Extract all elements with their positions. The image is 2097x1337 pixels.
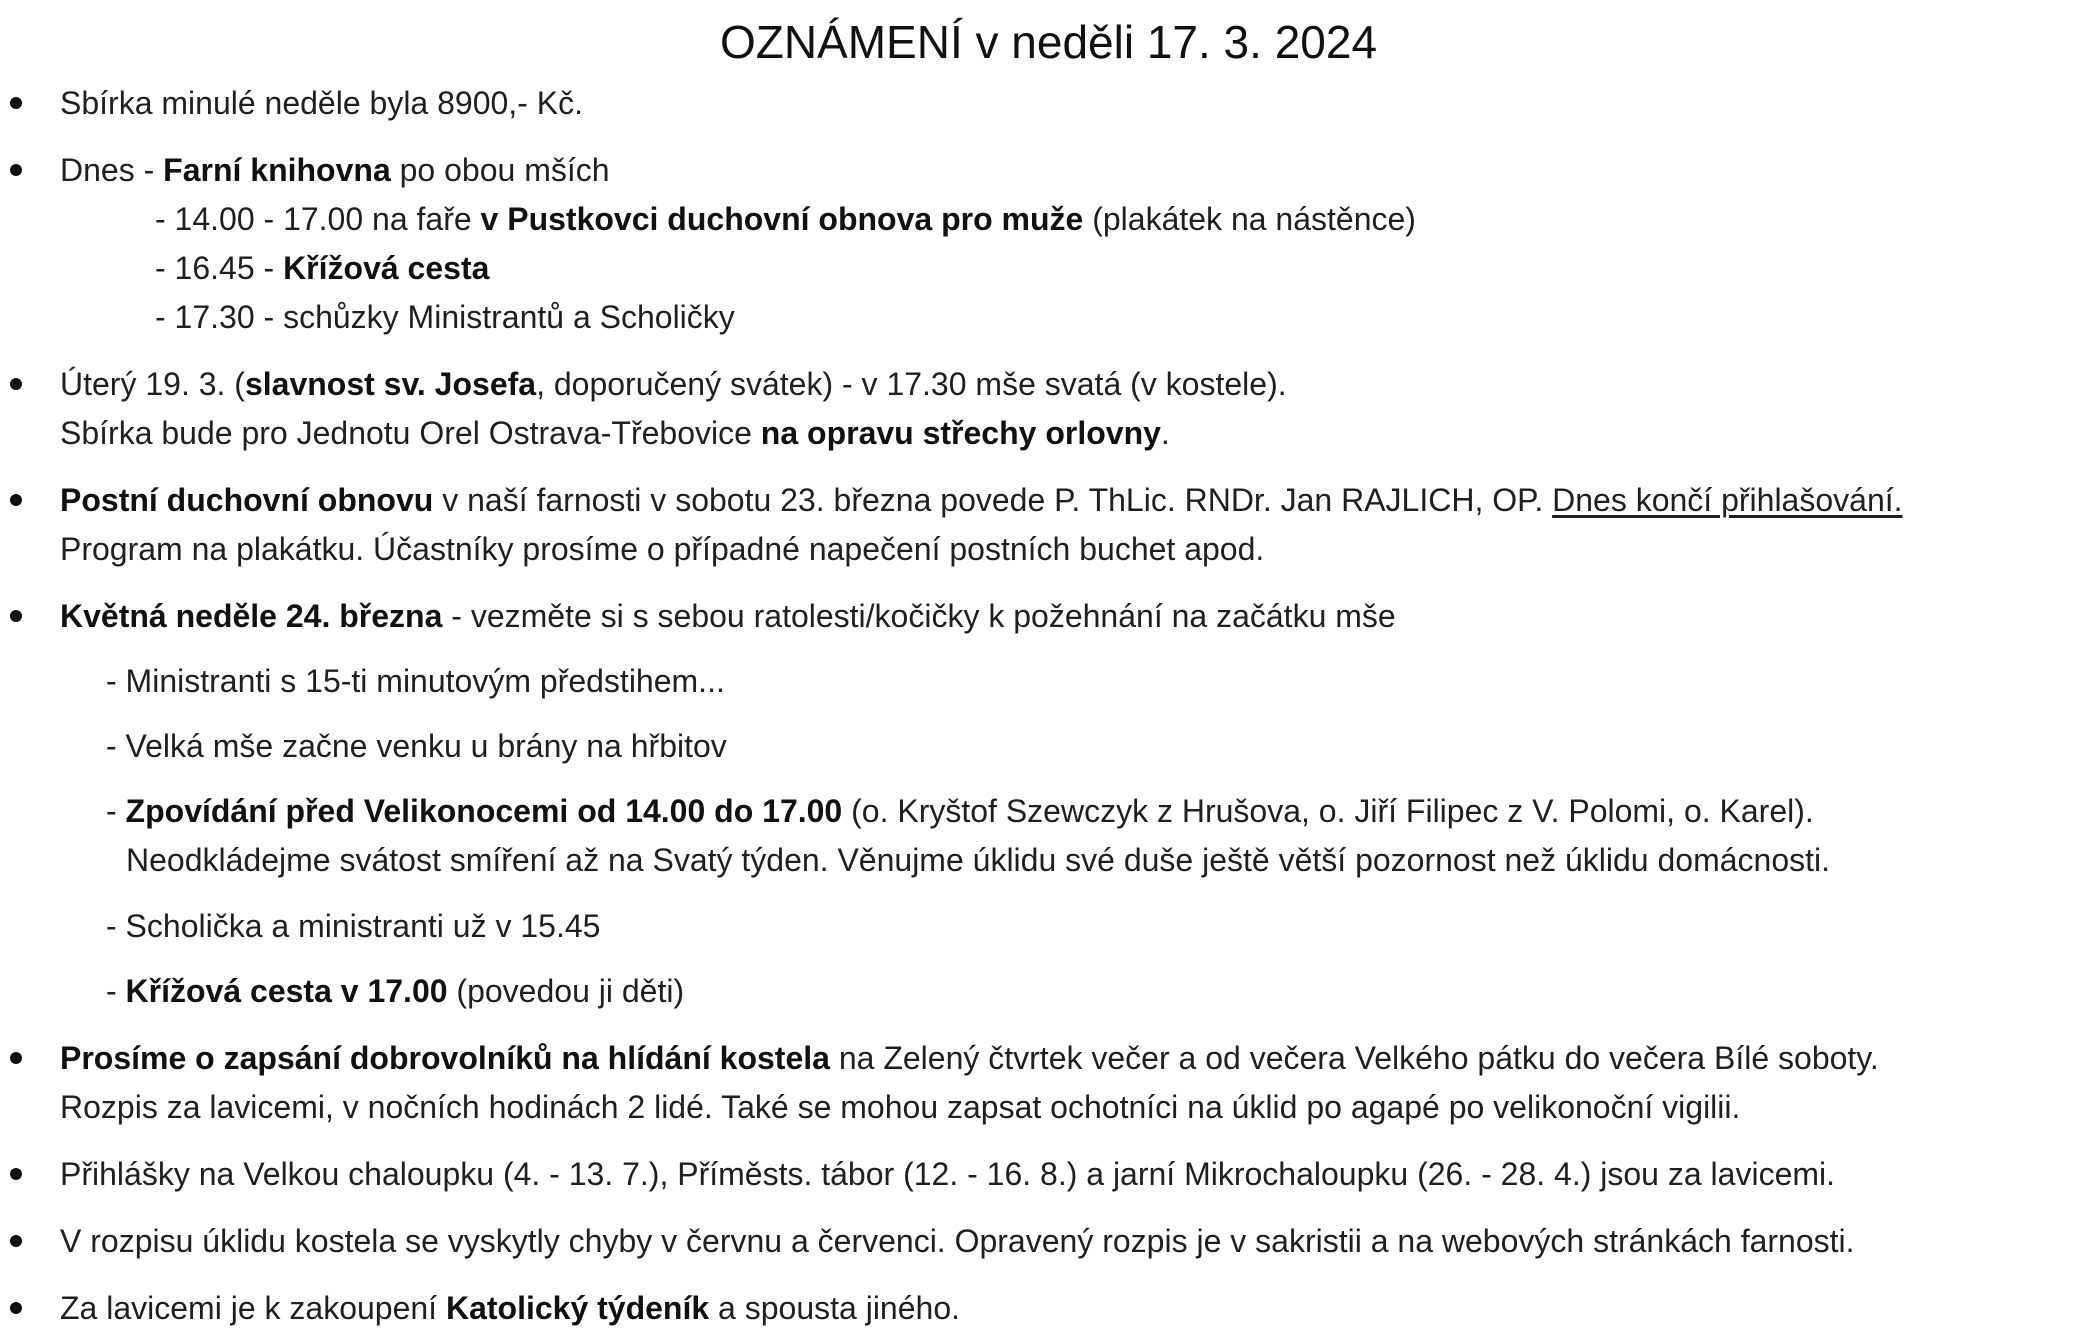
item-text: a spousta jiného. [709,1290,960,1326]
page-title: OZNÁMENÍ v neděli 17. 3. 2024 [719,16,1378,68]
item-text: Neodkládejme svátost smíření až na Svatý týden. Věnujme úklidu své duše ještě větší pozornost než úklidu domácnosti. [126,842,1830,878]
item-text: V rozpisu úklidu kostela se vyskytly chyby v červnu a červenci. Opravený rozpis je v sakristii a na webových stránkách farnosti. [60,1223,1855,1259]
bullet-icon [10,164,22,176]
item-continuation [60,527,1264,571]
item-purchase [60,1286,960,1330]
subitem [106,904,600,948]
item-text: Přihlášky na Velkou chaloupku (4. - 13. 7.), Příměsts. tábor (12. - 16. 8.) a jarní Mikrochaloupku (26. - 28. 4.) jsou za lavicemi. [60,1156,1836,1192]
item-emphasis: Farní knihovna [163,152,391,188]
item-text: - vezměte si s sebou ratolesti/kočičky k požehnání na začátku mše [442,598,1396,634]
item-emphasis: Postní duchovní obnovu [60,482,434,518]
bullet-icon [10,1302,22,1314]
item-text: - 17.30 - schůzky Ministrantů a Scholičky [155,299,735,335]
item-text: Rozpis za lavicemi, v nočních hodinách 2 lidé. Také se mohou zapsat ochotníci na úklid po agapé po velikonoční vigilii. [60,1089,1741,1125]
item-registrations [60,1152,1835,1196]
item-text: Program na plakátku. Účastníky prosíme o případné napečení postních buchet apod. [60,531,1265,567]
item-underlined: Dnes končí přihlašování. [1552,482,1903,518]
item-text: - Velká mše začne venku u brány na hřbitov [106,728,727,764]
item-volunteers [60,1036,1879,1080]
subitem [106,789,1814,833]
bullet-icon [10,1235,22,1247]
item-emphasis: Katolický týdeník [445,1290,710,1326]
item-text: po obou mších [390,152,610,188]
item-emphasis: na opravu střechy orlovny [760,415,1161,451]
item-emphasis: Zpovídání před Velikonocemi od 14.00 do 17.00 [125,793,843,829]
bullet-icon [10,1168,22,1180]
item-text: - Scholička a ministranti už v 15.45 [106,908,601,944]
bullet-icon [10,378,22,390]
item-emphasis: slavnost sv. Josefa [244,366,537,402]
item-tuesday [60,362,1287,406]
item-text: Sbírka minulé neděle byla 8900,- Kč. [60,85,583,121]
item-text: , doporučený svátek) - v 17.30 mše svatá (v kostele). [536,366,1287,402]
item-continuation [60,411,1170,455]
item-text: Za lavicemi je k zakoupení [60,1290,446,1326]
subitem [106,659,725,703]
item-palm-sunday [60,594,1396,638]
item-collection [60,81,583,125]
subitem [106,969,684,1013]
item-text: - [106,793,126,829]
item-text: - 16.45 - [155,250,284,286]
item-text: (plakátek na nástěnce) [1083,201,1416,237]
item-emphasis: Prosíme o zapsání dobrovolníků na hlídání kostela [60,1040,830,1076]
subitem [155,295,735,339]
item-emphasis: Křížová cesta v 17.00 [125,973,448,1009]
item-text: - Ministranti s 15-ti minutovým předstihem... [106,663,725,699]
item-text: (o. Kryštof Szewczyk z Hrušova, o. Jiří Filipec z V. Polomi, o. Karel). [842,793,1814,829]
item-today [60,148,610,192]
item-continuation [60,1085,1740,1129]
subitem [106,724,727,768]
bullet-icon [10,97,22,109]
item-text: v naší farnosti v sobotu 23. března povede P. ThLic. RNDr. Jan RAJLICH, OP. [433,482,1553,518]
item-emphasis: Květná neděle 24. března [60,598,443,634]
subitem [155,246,489,290]
bullet-icon [10,610,22,622]
item-text: na Zelený čtvrtek večer a od večera Velkého pátku do večera Bílé soboty. [829,1040,1879,1076]
item-cleaning-schedule [60,1219,1855,1263]
subitem [155,197,1416,241]
item-text: - [106,973,126,1009]
item-emphasis: Křížová cesta [283,250,490,286]
item-text: . [1160,415,1170,451]
item-text: Dnes - [60,152,164,188]
item-text: (povedou ji děti) [447,973,685,1009]
subitem-continuation [126,838,1830,882]
item-emphasis: v Pustkovci duchovní obnova pro muže [480,201,1084,237]
item-text: Sbírka bude pro Jednotu Orel Ostrava-Třebovice [60,415,761,451]
item-retreat [60,478,1903,522]
item-text: - 14.00 - 17.00 na faře [155,201,481,237]
bullet-icon [10,494,22,506]
bullet-icon [10,1052,22,1064]
item-text: Úterý 19. 3. ( [60,366,245,402]
